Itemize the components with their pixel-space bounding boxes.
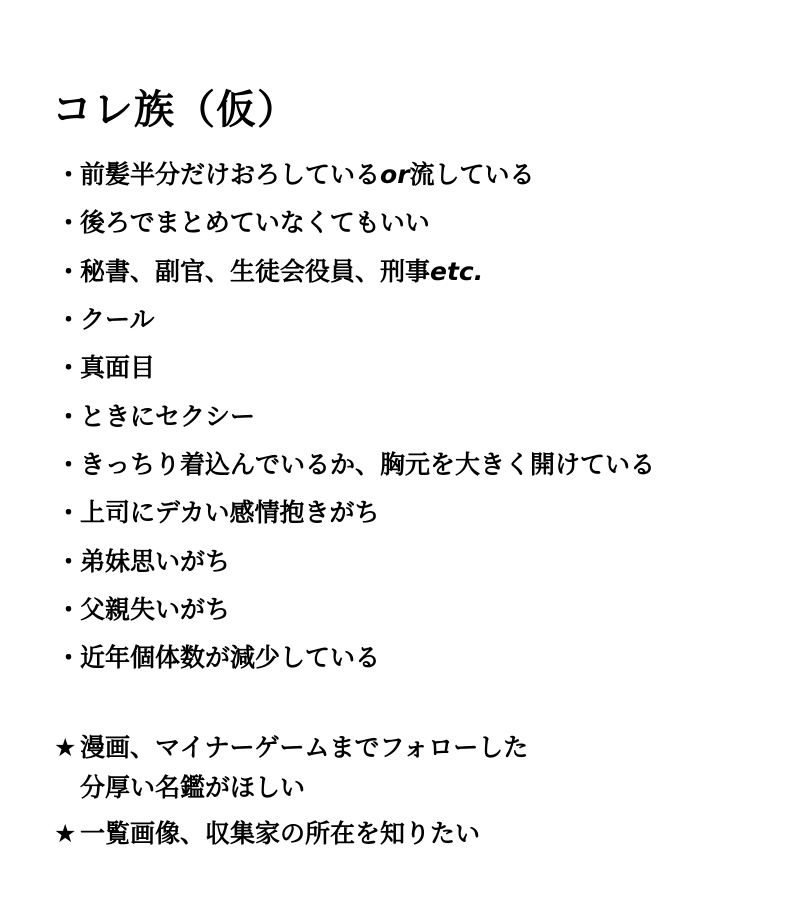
wish-text (80, 814, 480, 854)
bullet-mark: ・ (56, 449, 82, 479)
wish-item (54, 814, 528, 854)
list-item (56, 248, 655, 296)
bullet-mark: ・ (56, 256, 82, 286)
list-item (56, 634, 655, 682)
bullet-mark: ・ (56, 643, 82, 673)
page-title: コレ族（仮） (52, 87, 298, 133)
item-text: きっちり着込んでいるか、胸元を大きく開けている (80, 449, 656, 479)
bullet-mark: ・ (56, 305, 82, 335)
item-text: 真面目 (80, 353, 156, 383)
bullet-mark: ・ (56, 546, 82, 576)
list-item (56, 441, 655, 489)
item-text: 父親失いがち (80, 594, 231, 624)
item-text: 弟妹思いがち (80, 546, 231, 576)
star-icon: ★ (54, 733, 77, 762)
item-latin-text: or (380, 160, 410, 190)
list-item (56, 151, 655, 199)
wish-list (54, 728, 528, 854)
item-text: 上司にデカい感情抱きがち (80, 498, 380, 528)
wish-line: 漫画、マイナーゲームまでフォローした (80, 733, 529, 762)
list-item (56, 296, 655, 344)
item-text-suffix: 流している (409, 160, 535, 190)
bullet-mark: ・ (56, 160, 82, 190)
list-item (56, 344, 655, 392)
trait-list (56, 151, 655, 682)
bullet-mark: ・ (56, 208, 82, 238)
star-icon: ★ (54, 819, 77, 848)
wish-line: 分厚い名鑑がほしい (80, 773, 306, 802)
item-text: 前髪半分だけおろしている (80, 160, 381, 190)
bullet-mark: ・ (56, 498, 82, 528)
list-item (56, 199, 655, 247)
bullet-mark: ・ (56, 353, 82, 383)
list-item (56, 586, 655, 634)
item-text: 後ろでまとめていなくてもいい (80, 208, 430, 238)
bullet-mark: ・ (56, 594, 82, 624)
item-latin-text: etc. (430, 256, 484, 286)
list-item (56, 537, 655, 585)
list-item (56, 489, 655, 537)
item-text: 秘書、副官、生徒会役員、刑事 (80, 256, 431, 286)
item-text: ときにセクシー (80, 401, 256, 431)
bullet-mark: ・ (56, 401, 82, 431)
wish-text (80, 728, 528, 808)
item-text: クール (80, 305, 155, 335)
wish-item (54, 728, 528, 808)
list-item (56, 392, 655, 440)
wish-line: 一覧画像、収集家の所在を知りたい (80, 819, 481, 848)
item-text: 近年個体数が減少している (80, 643, 381, 673)
